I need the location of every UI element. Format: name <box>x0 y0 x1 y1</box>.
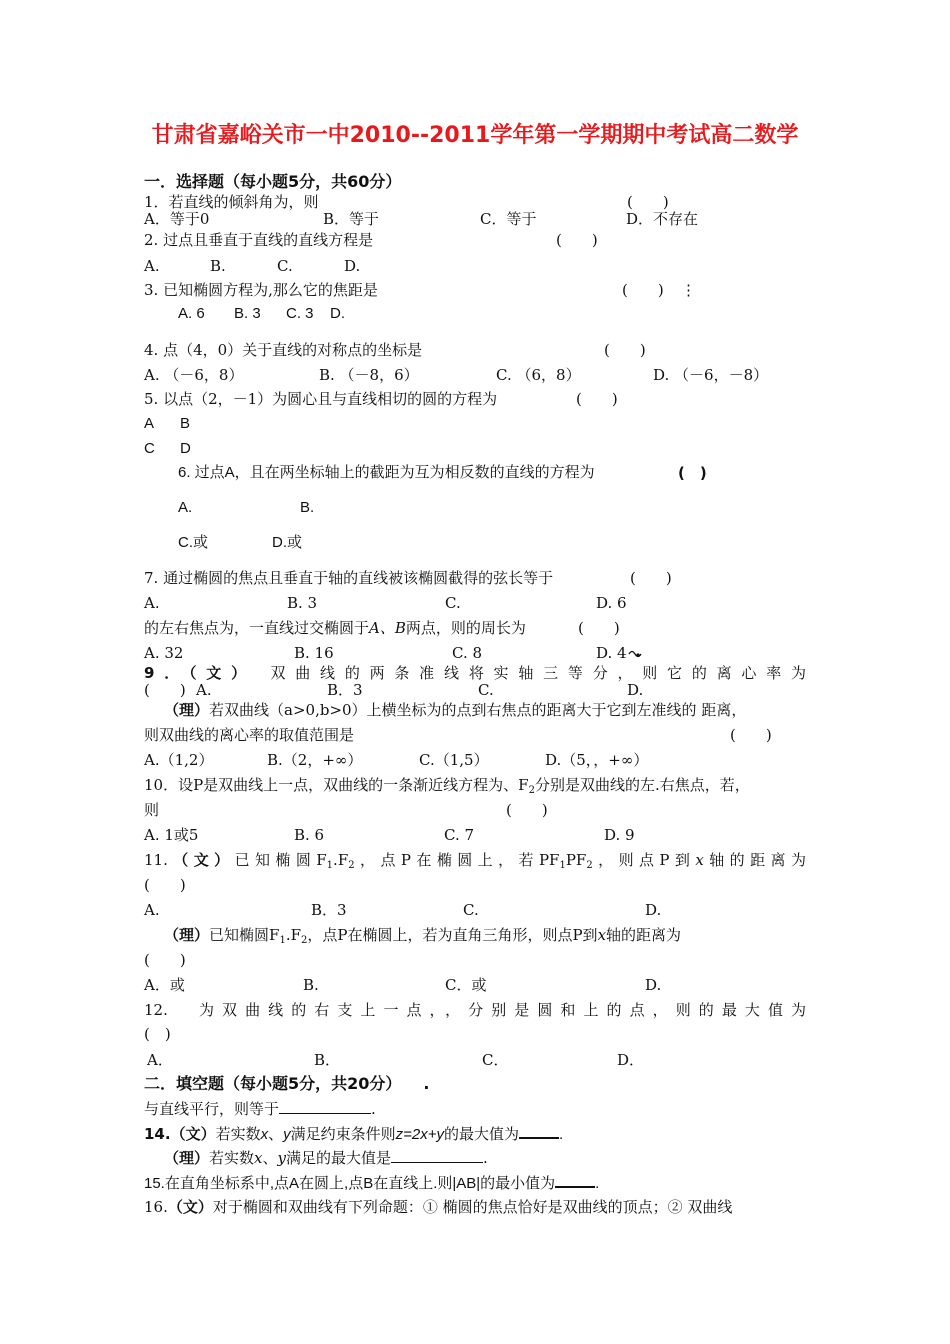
q9-option-a: A. <box>196 681 212 699</box>
q1-option-c: C．等于 <box>480 210 537 228</box>
q12-stem: 12. 为双曲线的右支上一点，，分别是圆和上的点，则的最大值为 <box>144 1001 806 1019</box>
q8-option-b: B. 16 <box>294 644 334 662</box>
q11-li-sub2: 2 <box>301 935 308 946</box>
q11-stem-f: 轴的距离为 <box>703 851 806 869</box>
q6-option-a: A. <box>178 499 193 516</box>
q16-line <box>144 1197 732 1217</box>
q1-option-d: D．不存在 <box>626 210 699 228</box>
q10-paren: ( ) <box>506 801 548 819</box>
q7-option-d: D. 6 <box>596 594 627 612</box>
q2-paren: ( ) <box>556 231 598 249</box>
q14-line <box>144 1122 563 1145</box>
q9-option-c: C. <box>478 681 494 699</box>
q6-stem: 6. 过点A，且在两坐标轴上的截距为互为相反数的直线的方程为 <box>178 464 595 481</box>
q14-stem-c: 的最大值为 <box>444 1126 520 1143</box>
q11-sub3: 1 <box>559 860 566 871</box>
q9-paren: ( ) <box>144 681 186 699</box>
q11-li-line <box>164 925 681 951</box>
q13-stem: 与直线平行，则等于 <box>144 1100 280 1118</box>
q9-option-b: B．3 <box>327 681 363 699</box>
q11-sub4: 2 <box>586 860 593 871</box>
q10-stem <box>144 775 750 801</box>
q9-li-paren: ( ) <box>730 726 772 744</box>
q11-li-sub1: 1 <box>279 935 286 946</box>
q16-stem: 对于椭圆和双曲线有下列命题：① 椭圆的焦点恰好是双曲线的顶点；② 双曲线 <box>212 1198 733 1216</box>
q3-trail-mark: ⋮ <box>681 281 696 299</box>
q2-option-d: D. <box>344 257 361 275</box>
q11-li-option-b: B. <box>303 976 319 994</box>
q11-option-a: A. <box>144 901 160 919</box>
q5-option-b: B <box>180 415 191 432</box>
q8-option-d <box>596 643 642 663</box>
q5-option-c: C <box>144 440 155 457</box>
q6-paren: ( ) <box>678 464 707 482</box>
q3-option-b: B. 3 <box>234 305 261 322</box>
q8-stem-post: 两点，则的周长为 <box>405 619 526 637</box>
q14-li-answer-blank[interactable] <box>391 1147 483 1163</box>
q11-option-d: D. <box>645 901 662 919</box>
q10-sub: 2 <box>528 785 535 796</box>
q11-stem-e: ，则点P到 <box>592 851 696 869</box>
q11-li-option-d: D. <box>645 976 662 994</box>
section-heading-choice: 一．选择题（每小题5分，共60分） <box>144 172 402 191</box>
q14-li-a: 若实数 <box>209 1149 255 1167</box>
q9-li-option-c: C.（1,5） <box>419 751 489 769</box>
q11-stem-d: PF <box>565 851 587 869</box>
q7-option-b: B. 3 <box>287 594 318 612</box>
q14-li-sep: 、 <box>262 1149 278 1167</box>
q11-stem-a: 已知椭圆F <box>234 851 327 869</box>
q12-option-c: C． <box>482 1051 509 1069</box>
q5-option-d: D <box>180 440 191 457</box>
q4-stem: 4. 点（4，0）关于直线的对称点的坐标是 <box>144 341 423 359</box>
q1-option-a: A．等于0 <box>144 210 210 228</box>
q9-li-option-d: D.（5，，+∞） <box>545 751 649 769</box>
q11-li-x: x <box>597 926 607 944</box>
q14-answer-blank[interactable] <box>519 1122 559 1139</box>
q10-option-a: A. 1或5 <box>144 826 199 844</box>
q6-option-b: B. <box>300 499 315 516</box>
q9-stem: 双曲线的两条准线将实轴三等分，则它的离心率为 <box>270 664 806 682</box>
section2-trail: . <box>423 1074 430 1093</box>
section-heading-fill <box>144 1074 429 1094</box>
q15-answer-blank[interactable] <box>555 1171 595 1188</box>
q15-end: . <box>595 1175 600 1192</box>
q6-option-c: C.或 <box>178 534 209 551</box>
q9-li-stem2: 则双曲线的离心率的取值范围是 <box>144 726 355 744</box>
page-title: 甘肃省嘉峪关市一中2010--2011学年第一学期期中考试高二数学 <box>151 123 799 148</box>
q11-num: 11. <box>144 851 168 869</box>
anchor-mark-icon <box>628 649 642 659</box>
q11-option-b: B．3 <box>311 901 347 919</box>
q14-y: y <box>283 1126 291 1143</box>
q2-option-b: B. <box>210 257 226 275</box>
q4-option-d: D. （－6，－8） <box>653 366 769 384</box>
q2-option-a: A. <box>144 257 160 275</box>
q8-option-d-label: D. 4 <box>596 644 627 662</box>
q13-line <box>144 1098 376 1119</box>
q13-answer-blank[interactable] <box>279 1098 371 1114</box>
q12-option-d: D． <box>617 1051 645 1069</box>
q14-tag: 14.（文） <box>144 1125 216 1143</box>
q11-stem-b: .F <box>333 851 349 869</box>
q11-stem-c: ，点P在椭圆上，若PF <box>354 851 560 869</box>
q12-option-b: B． <box>314 1051 341 1069</box>
q4-option-b: B. （－8，6） <box>319 366 419 384</box>
q9-li-stem: 若双曲线（a>0,b>0）上横坐标为的点到右焦点的距离大于它到左准线的 距离， <box>209 701 747 719</box>
q14-stem-b: 满足约束条件则 <box>290 1126 396 1143</box>
q11-sub2: 2 <box>348 860 355 871</box>
q14-x: x <box>260 1126 269 1143</box>
q11-tag: （文） <box>167 851 235 869</box>
q10-stem-b: 分别是双曲线的左.右焦点，若， <box>534 776 750 794</box>
q10-stem-a: 10．设P是双曲线上一点，双曲线的一条渐近线方程为、F <box>144 776 529 794</box>
q2-option-c: C. <box>277 257 293 275</box>
section2-heading: 二．填空题（每小题5分，共20分） <box>144 1074 402 1093</box>
q11-stem-line <box>144 850 806 876</box>
q1-paren: ( ) <box>627 193 669 211</box>
q1-stem: 1．若直线的倾斜角为，则 <box>144 193 319 211</box>
q3-stem: 3. 已知椭圆方程为,那么它的焦距是 <box>144 281 378 299</box>
q10-option-c: C. 7 <box>444 826 475 844</box>
q9-tag: 9．（文） <box>144 664 256 682</box>
q11-paren: ( ) <box>144 876 186 894</box>
q14-li-end: . <box>483 1149 488 1167</box>
q3-option-d: D. <box>330 305 345 322</box>
q14-li-line <box>164 1147 488 1168</box>
q15-stem: 15.在直角坐标系中,点A在圆上,点B在直线上.则|AB|的最小值为 <box>144 1175 556 1192</box>
q9-li-tag: （理） <box>164 701 210 719</box>
q11-li-b: .F <box>285 926 301 944</box>
q5-option-a: A <box>144 415 155 432</box>
q11-sub1: 1 <box>326 860 334 871</box>
q4-option-a: A. （－6，8） <box>144 366 244 384</box>
q13-end: . <box>371 1100 376 1118</box>
q7-option-c: C. <box>445 594 461 612</box>
q4-paren: ( ) <box>604 341 646 359</box>
q10-option-b: B. 6 <box>294 826 325 844</box>
q8-stem-points: A、B <box>369 619 406 637</box>
q16-tag: （文） <box>167 1198 213 1216</box>
q8-option-c: C. 8 <box>452 644 483 662</box>
q8-paren: ( ) <box>578 619 620 637</box>
q9-option-d: D. <box>627 681 644 699</box>
q3-option-a: A. 6 <box>178 305 205 322</box>
q9-li-option-a: A.（1,2） <box>144 751 214 769</box>
q7-option-a: A. <box>144 594 160 612</box>
q14-end: . <box>559 1126 564 1143</box>
q8-stem <box>144 618 526 638</box>
q14-expr: z=2x+y <box>395 1126 444 1143</box>
q11-li-paren: ( ) <box>144 951 186 969</box>
q7-stem: 7. 通过椭圆的焦点且垂直于轴的直线被该椭圆截得的弦长等于 <box>144 569 554 587</box>
q9-li-option-b: B.（2，+∞） <box>267 751 363 769</box>
q11-li-tag: （理） <box>164 926 210 944</box>
q10-option-d: D. 9 <box>604 826 635 844</box>
q14-li-tag: （理） <box>164 1149 210 1167</box>
q11-li-a: 已知椭圆F <box>209 926 280 944</box>
q12-paren: ( ) <box>144 1025 171 1043</box>
q4-option-c: C. （6，8） <box>496 366 581 384</box>
q9-stem-line <box>144 663 806 683</box>
q3-paren: ( ) <box>622 281 664 299</box>
q11-li-c: ，点P在椭圆上，若为直角三角形，则点P到 <box>307 926 598 944</box>
q8-stem-pre: 的左右焦点为，一直线过交椭圆于 <box>144 619 370 637</box>
q11-option-c: C. <box>463 901 479 919</box>
q14-li-y: y <box>277 1149 286 1167</box>
q6-option-d: D.或 <box>272 534 303 551</box>
q5-stem: 5. 以点（2，－1）为圆心且与直线相切的圆的方程为 <box>144 390 498 408</box>
q1-option-b: B．等于 <box>323 210 380 228</box>
q15-line <box>144 1171 599 1194</box>
q2-stem: 2. 过点且垂直于直线的直线方程是 <box>144 231 374 249</box>
q7-paren: ( ) <box>630 569 672 587</box>
q11-x: x <box>695 851 704 869</box>
q9-li-line <box>164 700 746 720</box>
q11-li-option-a: A．或 <box>144 976 185 994</box>
q5-paren: ( ) <box>576 390 618 408</box>
q11-li-option-c: C．或 <box>445 976 487 994</box>
q3-option-c: C. 3 <box>286 305 314 322</box>
q16-num: 16. <box>144 1198 168 1216</box>
q14-li-x: x <box>254 1149 263 1167</box>
q10-stem2: 则 <box>144 801 160 819</box>
q14-stem-a: 若实数 <box>215 1126 261 1143</box>
q12-option-a: A． <box>147 1051 173 1069</box>
q14-sep: 、 <box>268 1126 284 1143</box>
q14-li-b: 满足的最大值是 <box>286 1149 392 1167</box>
q8-option-a: A. 32 <box>144 644 184 662</box>
q11-li-d: 轴的距离为 <box>606 926 682 944</box>
